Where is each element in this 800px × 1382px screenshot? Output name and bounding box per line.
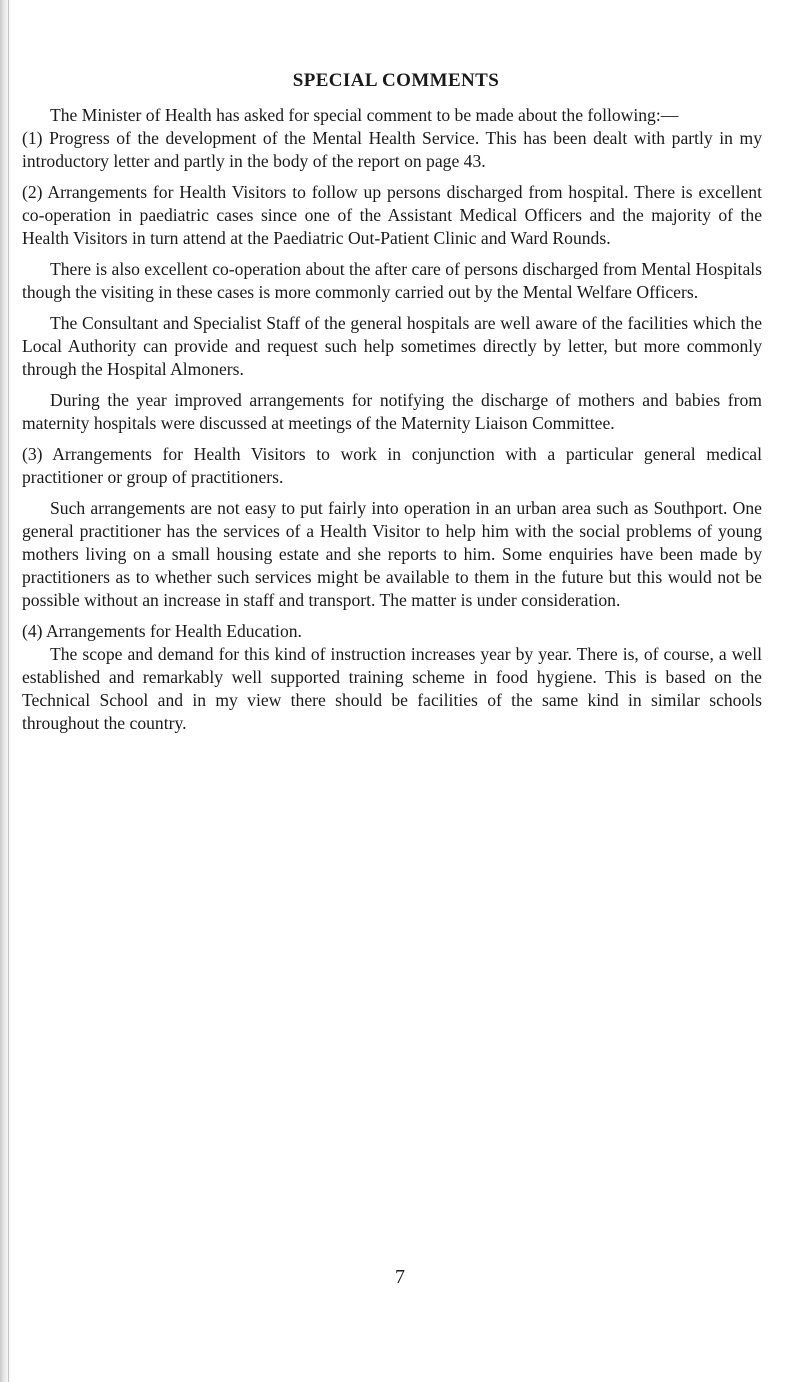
- health-education-paragraph: The scope and demand for this kind of instruction increases year by year. There is, of course, a well established and remarkably well supported training scheme in food hygiene. This is based on the Technical School and in my view there should be facilities of the same kind in similar schools throughout the country.: [22, 644, 762, 733]
- item-3-general-practitioner-arrangements: (3) Arrangements for Health Visitors to work in conjunction with a particular general medical practitioner or group of practitioners.: [22, 444, 762, 487]
- document-page: [22, 70, 762, 735]
- mental-hospitals-after-care-paragraph: There is also excellent co-operation about the after care of persons discharged from Mental Hospitals though the visiting in these cases is more commonly carried out by the Mental Welfare Officers.: [22, 259, 762, 302]
- page-binding-line: [8, 0, 9, 1382]
- item-1-mental-health-service: (1) Progress of the development of the Mental Health Service. This has been dealt with partly in my introductory letter and partly in the body of the report on page 43.: [22, 128, 762, 171]
- page-binding-shadow: [0, 0, 12, 1382]
- consultant-staff-paragraph: The Consultant and Specialist Staff of the general hospitals are well aware of the facilities which the Local Authority can provide and request such help sometimes directly by letter, but more commonly through the Hospital Almoners.: [22, 313, 762, 379]
- page-title: SPECIAL COMMENTS: [292, 70, 500, 91]
- southport-arrangements-paragraph: Such arrangements are not easy to put fairly into operation in an urban area such as Southport. One general practitioner has the services of a Health Visitor to help him with the social problems of young mothers living on a small housing estate and she reports to him. Some enquiries have been made by practitioners as to whether such services might be available to them in the future but this would not be possible without an increase in staff and transport. The matter is under consideration.: [22, 498, 762, 610]
- intro-paragraph: The Minister of Health has asked for special comment to be made about the following:—: [50, 105, 679, 125]
- item-2-health-visitors-follow-up: (2) Arrangements for Health Visitors to follow up persons discharged from hospital. There is excellent co-operation in paediatric cases since one of the Assistant Medical Officers and the majority of the Health Visitors in turn attend at the Paediatric Out-Patient Clinic and Ward Rounds.: [22, 182, 762, 248]
- maternity-discharge-paragraph: During the year improved arrangements for notifying the discharge of mothers and babies from maternity hospitals were discussed at meetings of the Maternity Liaison Committee.: [22, 390, 762, 433]
- page-number: 7: [395, 1266, 405, 1288]
- item-4-health-education: (4) Arrangements for Health Education.: [22, 621, 302, 641]
